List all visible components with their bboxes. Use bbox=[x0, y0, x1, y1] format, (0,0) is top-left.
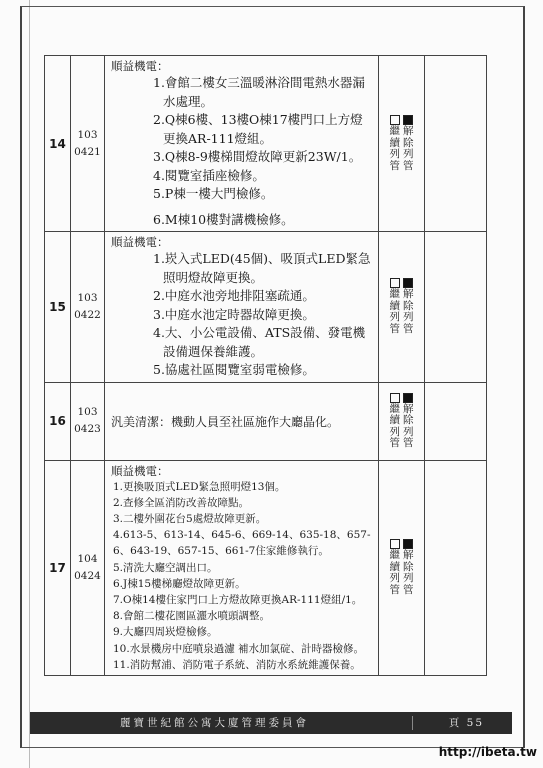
list-item: 1.更換吸頂式LED緊急照明燈13個。 bbox=[113, 480, 286, 493]
list-item: 1.崁入式LED(45個)、吸頂式LED緊急照明燈故障更換。 bbox=[153, 251, 371, 285]
list-item: 3.Q棟8-9樓梯間燈故障更新23W/1。 bbox=[153, 149, 362, 164]
list-item: 6.M棟10樓對講機檢修。 bbox=[153, 211, 294, 227]
footer-title: 麗寶世紀館公寓大廈管理委員會 bbox=[120, 717, 309, 729]
remarks-cell bbox=[425, 232, 487, 383]
row-date: 103 0422 bbox=[71, 232, 105, 383]
table-row bbox=[45, 56, 487, 232]
list-item: 10.水景機房中庭噴泉過濾 補水加氯碇、計時器檢修。 bbox=[113, 642, 365, 655]
checkbox-continue[interactable] bbox=[390, 115, 400, 125]
list-item: 4.613-5、613-14、645-6、669-14、635-18、657-6、643-19、657-15、661-7住家維修執行。 bbox=[113, 529, 371, 558]
continue-option[interactable]: 繼 續 列 管 bbox=[390, 539, 401, 596]
row-date: 103 0423 bbox=[71, 382, 105, 460]
row-number: 16 bbox=[45, 382, 71, 460]
list-item: 6.J棟15樓梯廳燈故障更新。 bbox=[113, 577, 246, 590]
status-cell bbox=[379, 56, 425, 232]
footer-bar bbox=[30, 712, 512, 734]
remove-option[interactable]: 解 除 列 管 bbox=[403, 278, 414, 335]
list-item: 4.大、小公電設備、ATS設備、發電機設備週保養維護。 bbox=[153, 325, 366, 359]
table-row bbox=[45, 382, 487, 460]
continue-option[interactable]: 繼 續 列 管 bbox=[390, 278, 401, 335]
list-item: 4.閱覽室插座檢修。 bbox=[153, 167, 265, 183]
list-item: 3.中庭水池定時器故障更換。 bbox=[153, 306, 315, 322]
checkbox-remove-checked[interactable] bbox=[403, 539, 413, 549]
list-item: 5.清洗大廳空調出口。 bbox=[113, 561, 218, 574]
page-number: 頁 55 bbox=[448, 717, 484, 729]
status-cell bbox=[379, 382, 425, 460]
list-item: 1.會館二樓女三溫暖淋浴間電熱水器漏水處理。 bbox=[153, 75, 365, 109]
list-item: 5.P棟一樓大門檢修。 bbox=[153, 186, 274, 201]
table-row bbox=[45, 232, 487, 383]
list-item: 7.O棟14樓住家門口上方燈故障更換AR-111燈組/1。 bbox=[113, 593, 363, 606]
list-item: 11.消防幫浦、消防電子系統、消防水系統維護保養。 bbox=[113, 658, 361, 671]
footer-divider bbox=[412, 716, 413, 730]
minutes-table bbox=[44, 55, 487, 676]
watermark: http://ibeta.tw bbox=[438, 745, 537, 759]
remarks-cell bbox=[425, 56, 487, 232]
row-date: 104 0424 bbox=[71, 460, 105, 675]
remove-option[interactable]: 解 除 列 管 bbox=[403, 115, 414, 172]
continue-option[interactable]: 繼 續 列 管 bbox=[390, 115, 401, 172]
checkbox-remove-checked[interactable] bbox=[403, 393, 413, 403]
row-content bbox=[105, 56, 379, 232]
table-row bbox=[45, 460, 487, 675]
list-item: 5.協處社區閱覽室弱電檢修。 bbox=[153, 362, 315, 377]
status-cell bbox=[379, 232, 425, 383]
checkbox-continue[interactable] bbox=[390, 278, 400, 288]
remove-option[interactable]: 解 除 列 管 bbox=[403, 539, 414, 596]
remove-option[interactable]: 解 除 列 管 bbox=[403, 393, 414, 450]
vendor-heading: 順益機電： bbox=[111, 235, 169, 249]
row-number: 17 bbox=[45, 460, 71, 675]
continue-option[interactable]: 繼 續 列 管 bbox=[390, 393, 401, 450]
row-number: 14 bbox=[45, 56, 71, 232]
checkbox-remove-checked[interactable] bbox=[403, 115, 413, 125]
checkbox-continue[interactable] bbox=[390, 393, 400, 403]
list-item: 2.中庭水池旁地排阻塞疏通。 bbox=[153, 288, 315, 303]
checkbox-remove-checked[interactable] bbox=[403, 278, 413, 288]
row-date: 103 0421 bbox=[71, 56, 105, 232]
status-cell bbox=[379, 460, 425, 675]
remarks-cell bbox=[425, 382, 487, 460]
checkbox-continue[interactable] bbox=[390, 539, 400, 549]
list-item: 9.大廳四周崁燈檢修。 bbox=[113, 626, 218, 639]
row-content bbox=[105, 460, 379, 675]
remarks-cell bbox=[425, 460, 487, 675]
row-content bbox=[105, 232, 379, 383]
row-content bbox=[105, 382, 379, 460]
row-text: 汎美清潔：機動人員至社區施作大廳晶化。 bbox=[111, 415, 340, 429]
list-item: 2.Q棟6樓、13樓O棟17樓門口上方燈更換AR-111燈組。 bbox=[153, 112, 363, 146]
row-number: 15 bbox=[45, 232, 71, 383]
list-item: 8.會館二樓花園區灑水噴頭調整。 bbox=[113, 610, 271, 623]
vendor-heading: 順益機電： bbox=[111, 59, 169, 73]
list-item: 3.二樓外圍花台5處燈故障更新。 bbox=[113, 512, 267, 525]
list-item: 2.查修全區消防改善故障點。 bbox=[113, 496, 250, 509]
vendor-heading: 順益機電： bbox=[111, 463, 169, 478]
